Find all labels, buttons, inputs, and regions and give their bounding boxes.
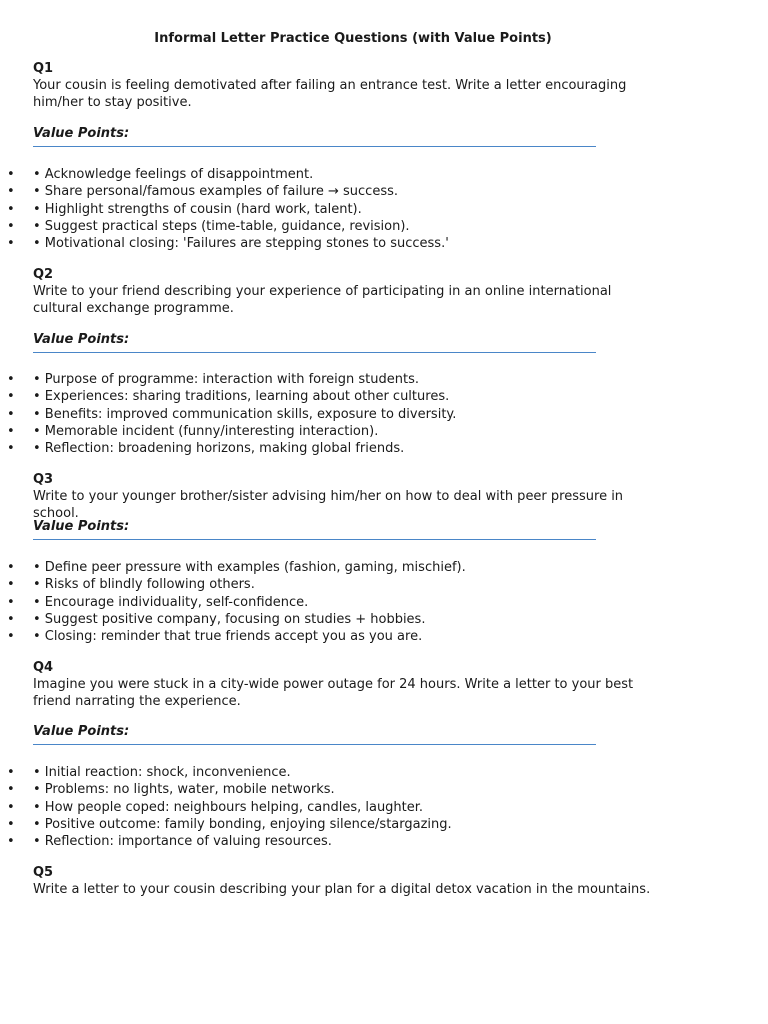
list-item: • • Memorable incident (funny/interesting interaction). xyxy=(33,423,673,440)
value-points-heading xyxy=(33,125,673,147)
list-item: • • Suggest positive company, focusing on studies + hobbies. xyxy=(33,611,673,628)
question-label: Q2 xyxy=(33,267,54,282)
divider xyxy=(33,352,596,353)
list-item: • • Define peer pressure with examples (fashion, gaming, mischief). xyxy=(33,559,673,576)
question-3 xyxy=(33,471,673,522)
list-item: • • Suggest practical steps (time-table, guidance, revision). xyxy=(33,218,673,235)
question-1 xyxy=(33,60,673,111)
list-item: • • Positive outcome: family bonding, enjoying silence/stargazing. xyxy=(33,816,673,833)
value-points-label: Value Points: xyxy=(33,519,130,534)
value-points-list xyxy=(33,166,673,252)
list-item: • • Motivational closing: 'Failures are stepping stones to success.' xyxy=(33,235,673,252)
value-points-list xyxy=(33,764,673,850)
list-item: • • Risks of blindly following others. xyxy=(33,576,673,593)
value-points-list xyxy=(33,559,673,645)
question-label: Q3 xyxy=(33,472,54,487)
question-text: Your cousin is feeling demotivated after failing an entrance test. Write a letter encouraging him/her to stay positive. xyxy=(33,78,627,110)
question-label: Q1 xyxy=(33,61,54,76)
divider xyxy=(33,744,596,745)
question-5 xyxy=(33,864,673,898)
question-text: Write to your friend describing your experience of participating in an online international cultural exchange programme. xyxy=(33,284,612,316)
list-item: • • Reflection: broadening horizons, making global friends. xyxy=(33,440,673,457)
list-item: • • Highlight strengths of cousin (hard work, talent). xyxy=(33,201,673,218)
divider xyxy=(33,146,596,147)
list-item: • • Benefits: improved communication skills, exposure to diversity. xyxy=(33,406,673,423)
list-item: • • How people coped: neighbours helping, candles, laughter. xyxy=(33,799,673,816)
question-label: Q4 xyxy=(33,660,54,675)
value-points-list xyxy=(33,371,673,457)
list-item: • • Acknowledge feelings of disappointment. xyxy=(33,166,673,183)
list-item: • • Initial reaction: shock, inconvenience. xyxy=(33,764,673,781)
list-item: • • Experiences: sharing traditions, learning about other cultures. xyxy=(33,388,673,405)
document-title: Informal Letter Practice Questions (with Value Points) xyxy=(154,31,552,46)
question-4 xyxy=(33,659,673,710)
question-text: Imagine you were stuck in a city-wide power outage for 24 hours. Write a letter to your best friend narrating the experience. xyxy=(33,677,634,709)
list-item: • • Purpose of programme: interaction with foreign students. xyxy=(33,371,673,388)
value-points-heading xyxy=(33,723,673,745)
question-text: Write a letter to your cousin describing your plan for a digital detox vacation in the mountains. xyxy=(33,882,651,897)
value-points-label: Value Points: xyxy=(33,332,130,347)
divider xyxy=(33,539,596,540)
value-points-heading xyxy=(33,518,673,540)
value-points-label: Value Points: xyxy=(33,126,130,141)
list-item: • • Reflection: importance of valuing resources. xyxy=(33,833,673,850)
list-item: • • Problems: no lights, water, mobile networks. xyxy=(33,781,673,798)
question-label: Q5 xyxy=(33,865,54,880)
question-text: Write to your younger brother/sister advising him/her on how to deal with peer pressure in school. xyxy=(33,489,624,521)
list-item: • • Closing: reminder that true friends accept you as you are. xyxy=(33,628,673,645)
value-points-label: Value Points: xyxy=(33,724,130,739)
list-item: • • Share personal/famous examples of failure → success. xyxy=(33,183,673,200)
question-2 xyxy=(33,266,673,317)
list-item: • • Encourage individuality, self-confidence. xyxy=(33,594,673,611)
value-points-heading xyxy=(33,331,673,353)
